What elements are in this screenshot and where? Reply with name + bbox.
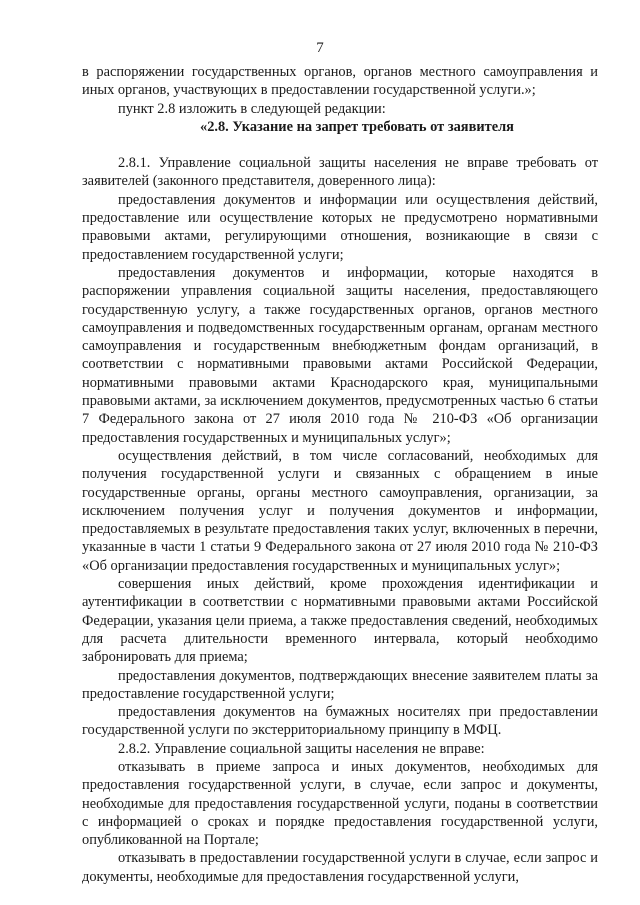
- paragraph-item: предоставления документов и информации или осуществления действий, предоставление или осуществление которых не предусмотрено нормативными правовыми актами, регулирующими отношения, возникающие в связи с предоставлением государственной услуги;: [82, 191, 598, 263]
- paragraph-item: отказывать в приеме запроса и иных документов, необходимых для предоставления государственной услуги, в случае, если запрос и документы, необходимые для предоставления государственной услуги, поданы в соответствии с информацией о сроках и порядке предоставления государственной услуги, опубликованной на Портале;: [82, 758, 598, 849]
- paragraph-item: предоставления документов на бумажных носителях при предоставлении государственной услуги по экстерриториальному принципу в МФЦ.: [82, 704, 598, 739]
- paragraph-item: предоставления документов, подтверждающих внесение заявителем платы за предоставление государственной услуги;: [82, 667, 598, 702]
- paragraph-continuation: в распоряжении государственных органов, органов местного самоуправления и иных органов, участвующих в предоставлении государственной услуги.»;: [82, 64, 598, 99]
- document-body: [82, 63, 598, 886]
- page-number: 7: [316, 40, 324, 56]
- paragraph-amendment-intro: пункт 2.8 изложить в следующей редакции:: [118, 100, 386, 117]
- section-heading: «2.8. Указание на запрет требовать от заявителя: [200, 118, 514, 135]
- paragraph-2-8-2: 2.8.2. Управление социальной защиты населения не вправе:: [118, 740, 485, 757]
- paragraph-2-8-1: 2.8.1. Управление социальной защиты населения не вправе требовать от заявителей (законного представителя, доверенного лица):: [82, 155, 598, 190]
- paragraph-item: предоставления документов и информации, которые находятся в распоряжении управления социальной защиты населения, предоставляющего государственную услугу, а также государственных органов, органов местного самоуправления и подведомственных государственным органам, органам местного самоуправления и государственным внебюджетным фондам организаций, в соответствии с нормативными правовыми актами Российской Федерации, нормативными правовыми актами Краснодарского края, муниципальными правовыми актами, за исключением документов, предусмотренных частью 6 статьи 7 Федерального закона от 27 июля 2010 года № 210-ФЗ «Об организации предоставления государственных и муниципальных услуг»;: [82, 264, 598, 446]
- paragraph-item: совершения иных действий, кроме прохождения идентификации и аутентификации в соответствии с нормативными правовыми актами Российской Федерации, указания цели приема, а также предоставления сведений, необходимых для расчета длительности временного интервала, который необходимо забронировать для приема;: [82, 576, 598, 666]
- paragraph-item: осуществления действий, в том числе согласований, необходимых для получения государственной услуги и связанных с обращением в иные государственные органы, органы местного самоуправления, организации, за исключением получения услуг и получения документов и информации, предоставляемых в результате предоставления таких услуг, включенных в перечни, указанные в части 1 статьи 9 Федерального закона от 27 июля 2010 года № 210-ФЗ «Об организации предоставления государственных и муниципальных услуг»;: [82, 447, 598, 574]
- paragraph-item: отказывать в предоставлении государственной услуги в случае, если запрос и документы, необходимые для предоставления государственной услуги,: [82, 850, 598, 885]
